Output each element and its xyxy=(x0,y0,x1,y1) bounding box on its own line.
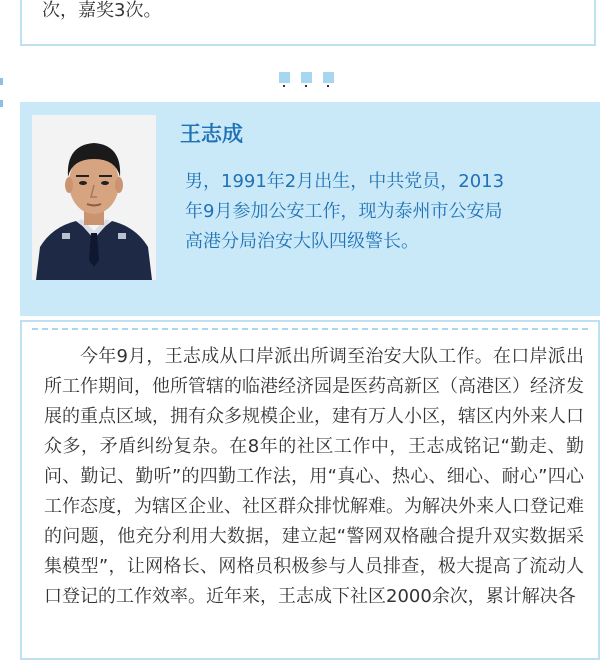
profile-panel xyxy=(20,102,600,316)
previous-card-text: 次，嘉奖3次。 xyxy=(42,0,162,21)
edge-marker-bottom xyxy=(0,100,3,107)
article-card xyxy=(20,320,600,660)
pager-dots xyxy=(279,68,345,87)
portrait-photo xyxy=(32,115,156,280)
edge-marker-top xyxy=(0,78,3,85)
article-paragraph: 今年9月，王志成从口岸派出所调至治安大队工作。在口岸派出所工作期间，他所管辖的临港经济园是医药高新区（高港区）经济发展的重点区域，拥有众多规模企业，建有万人小区，辖区内外来人口众多，矛盾纠纷复杂。在8年的社区工作中，王志成铭记“勤走、勤问、勤记、勤听”的四勤工作法，用“真心、热心、细心、耐心”四心工作态度，为辖区企业、社区群众排忧解难。为解决外来人口登记难的问题，他充分利用大数据，建立起“警网双格融合提升双实数据采集模型”，让网格长、网格员积极参与人员排查，极大提高了流动人口登记的工作效率。近年来，王志成下社区2000余次，累计解决各 xyxy=(44,346,584,607)
pager-dot xyxy=(323,72,334,83)
profile-name: 王志成 xyxy=(180,122,243,146)
previous-card xyxy=(20,0,596,46)
dashed-divider xyxy=(32,328,588,330)
pager-dot xyxy=(279,72,290,83)
profile-bio: 男，1991年2月出生，中共党员，2013年9月参加公安工作，现为泰州市公安局高港分局治安大队四级警长。 xyxy=(185,171,505,252)
pager-dot xyxy=(301,72,312,83)
